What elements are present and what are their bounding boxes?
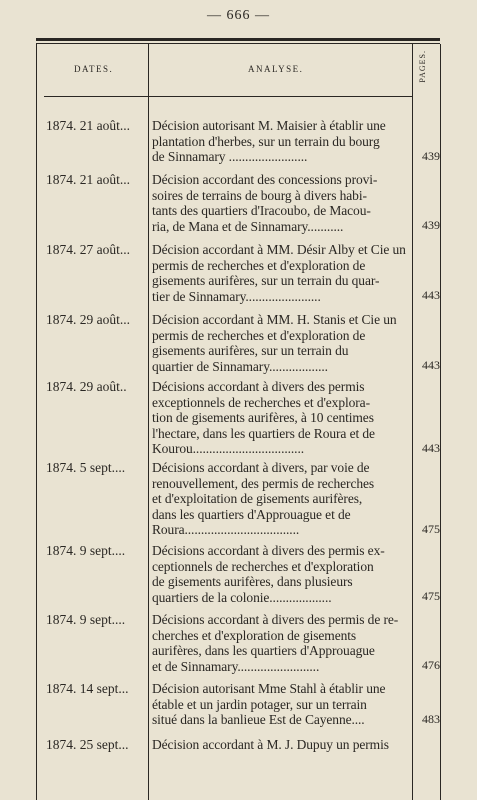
table-frame-top: [36, 38, 440, 41]
entry-text: Décision accordant à M. J. Dupuy un permis: [152, 737, 389, 752]
entry-date: 1874. 9 sept....: [46, 612, 126, 627]
header-rule: [44, 96, 412, 97]
entry-text: Décisions accordant à divers des permis de re- cherches et d'exploration de gisements aurifères, dans les quartiers d'Approuague et de Sinnamary.........................: [152, 612, 399, 674]
table-frame-top-inner: [36, 43, 440, 44]
header-pages: PAGES.: [418, 50, 427, 83]
header-dates: DATES.: [74, 64, 114, 74]
entry-date: 1874. 21 août...: [46, 172, 130, 187]
header-analyse: ANALYSE.: [248, 64, 304, 74]
column-divider-dates: [148, 44, 149, 800]
entry-date: 1874. 29 août...: [46, 312, 130, 327]
entry-date: 1874. 27 août...: [46, 242, 130, 257]
entry-date: 1874. 21 août...: [46, 118, 130, 133]
entry-date: 1874. 14 sept...: [46, 681, 129, 696]
entry-page: 483: [422, 712, 440, 726]
page-number: — 666 —: [207, 8, 270, 23]
entry-text: Décision autorisant M. Maisier à établir une plantation d'herbes, sur un terrain du bourg de Sinnamary ........................: [152, 118, 386, 164]
column-left-border: [36, 44, 37, 800]
entry-text: Décisions accordant à divers, par voie de renouvellement, des permis de recherches et d'exploitation de gisements aurifères, dans les quartiers d'Approuague et de Roura...................................: [152, 460, 375, 537]
entry-date: 1874. 5 sept....: [46, 460, 126, 475]
entry-page: 443: [422, 441, 440, 455]
entry-text: Décision accordant des concessions provi- soires de terrains de bourg à divers habi- tants des quartiers d'Iracoubo, de Macou- ria, de Mana et de Sinnamary...........: [152, 172, 378, 234]
entry-text: Décisions accordant à divers des permis ex- ceptionnels de recherches et d'exploration de gisements aurifères, dans plusieurs quartiers de la colonie...................: [152, 543, 385, 605]
entry-date: 1874. 29 août..: [46, 379, 127, 394]
entry-date: 1874. 9 sept....: [46, 543, 126, 558]
entry-page: 443: [422, 358, 440, 372]
entry-page: 439: [422, 149, 440, 163]
entry-text: Décision autorisant Mme Stahl à établir une étable et un jardin potager, sur un terrain situé dans la banlieue Est de Cayenne....: [152, 681, 386, 727]
entry-text: Décision accordant à MM. H. Stanis et Cie un permis de recherches et d'exploration de gisements aurifères, sur un terrain du quartier de Sinnamary..................: [152, 312, 397, 374]
entry-page: 439: [422, 218, 440, 232]
entry-page: 475: [422, 589, 440, 603]
entry-text: Décisions accordant à divers des permis exceptionnels de recherches et d'explora- tion de gisements aurifères, à 10 centimes l'hectare, dans les quartiers de Roura et de Kourou..................................: [152, 379, 375, 456]
entry-date: 1874. 25 sept...: [46, 737, 129, 752]
entry-text: Décision accordant à MM. Désir Alby et Cie un permis de recherches et d'exploration de gisements aurifères, sur un terrain du quar- tier de Sinnamary.......................: [152, 242, 406, 304]
entry-page: 476: [422, 658, 440, 672]
entry-page: 443: [422, 288, 440, 302]
entry-page: 475: [422, 522, 440, 536]
